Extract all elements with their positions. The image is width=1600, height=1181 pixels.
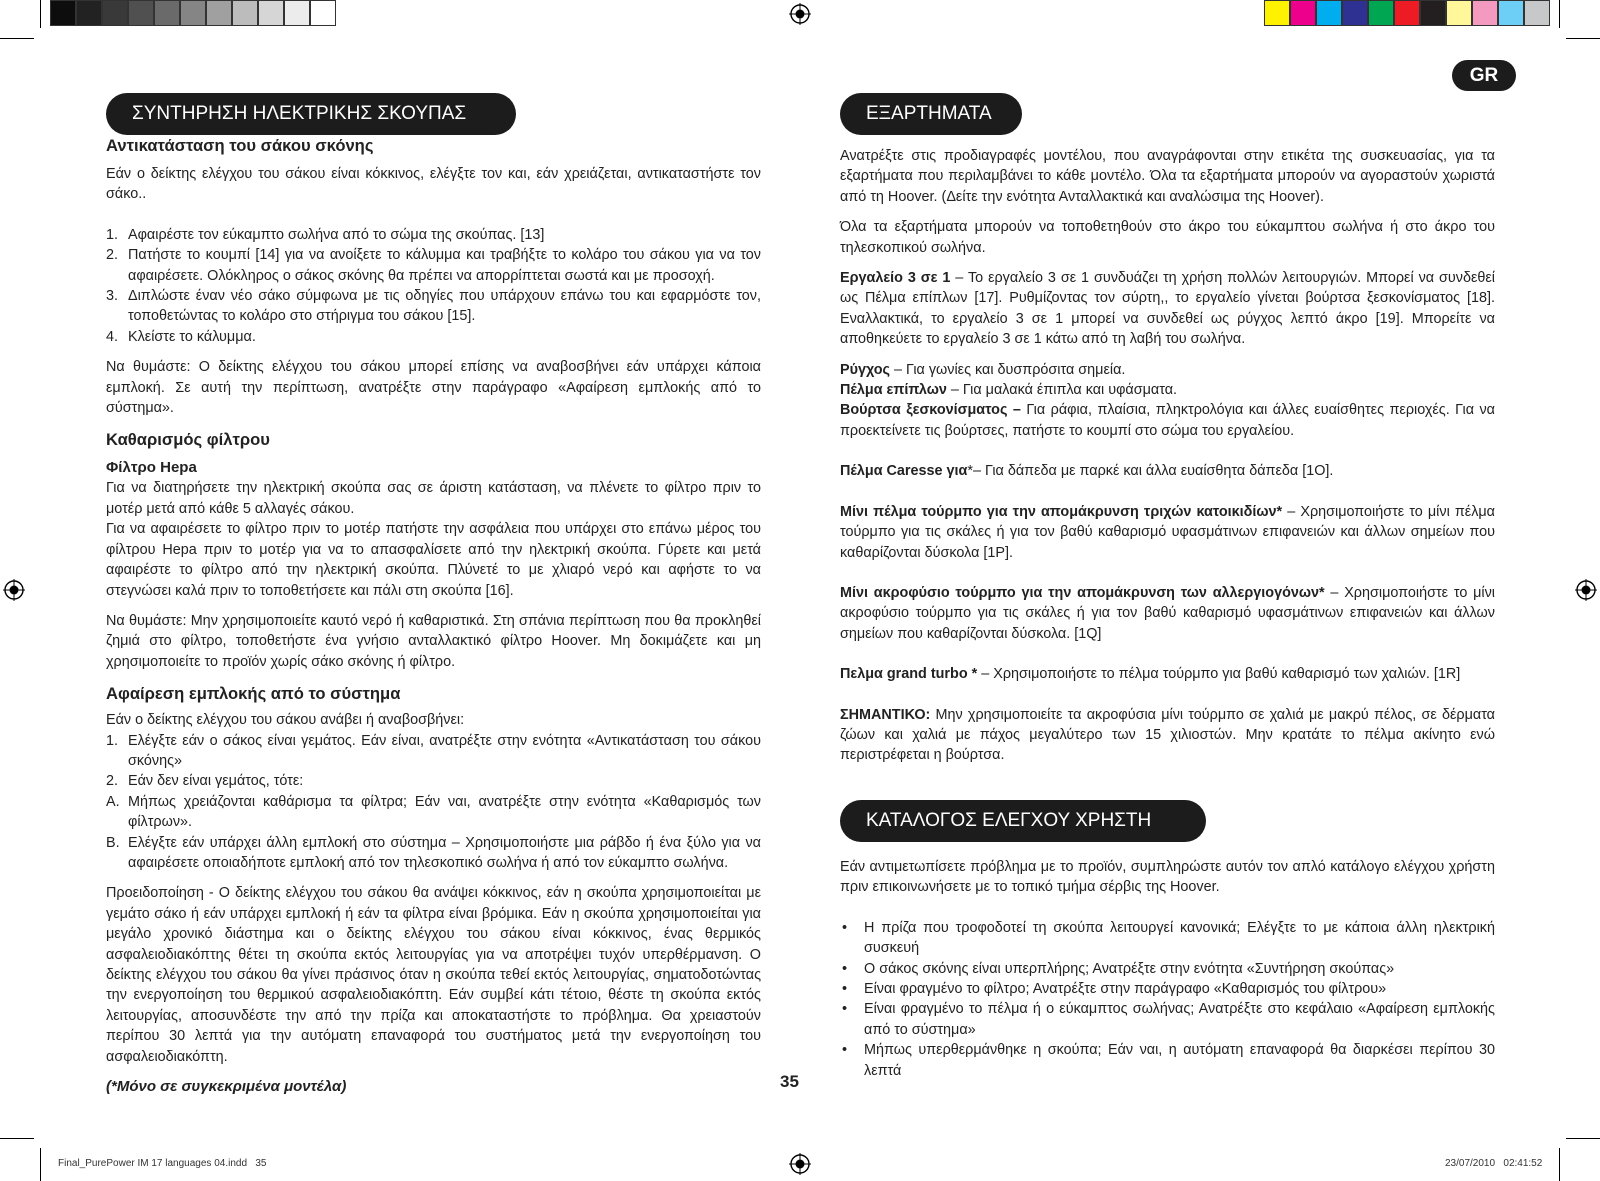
checklist-intro: Εάν αντιμετωπίσετε πρόβλημα με το προϊόν, συμπληρώστε αυτόν τον απλό κατάλογο ελέγχου χρήστη πριν επικοινωνήσετε με το τοπικό τμήμα σέρβις της Hoover. [840,859,1495,896]
grayscale-color-bar [50,0,336,27]
list-item: B. Ελέγξτε εάν υπάρχει άλλη εμπλοκή στο σύστημα – Χρησιμοποιήστε μια ράβδο ή ένα ξύλο για να αφαιρέσετε οποιαδήποτε εμπλοκή από τον τηλεσκοπικό σωλήνα ή από τον εύκαμπτο σωλήνα. [106,834,761,871]
registration-mark-icon [1575,579,1597,601]
list-item: 4. Κλείστε το κάλυμμα. [106,328,256,345]
list-item: • Μήπως υπερθερμάνθηκε η σκούπα; Εάν ναι, η αυτόματη επαναφορά θα διαρκέσει περίπου 30 λεπτά [840,1040,1495,1081]
allergy-turbo-paragraph: Μίνι ακροφύσιο τούρμπο για την απομάκρυνση των αλλεργιογόνων* – Χρησιμοποιήστε το μίνι ακροφύσιο τούρμπο για τις σκάλες ή για τον βαθύ καθαρισμό υφασμάτινων επιφανειών και άλλων σημείων που καθαρίζονται δύσκολα. [1Q] [840,584,1495,642]
left-column [106,134,761,1097]
pet-turbo-paragraph: Μίνι πέλμα τούρμπο για την απομάκρυνση τριχών κατοικιδίων* – Χρησιμοποιήστε το μίνι πέλμα τούρμπο για τις σκάλες ή για τον βαθύ καθαρισμό υφασμάτινων επιφανειών και άλλων σημείων που καθαρίζονται δύσκολα [1P]. [840,503,1495,561]
crop-mark [40,1148,41,1181]
bag-steps-list [106,225,761,347]
filter-heading: Καθαρισμός φίλτρου [106,430,270,450]
accessories-section-title: ΕΞΑΡΤΗΜΑΤΑ [840,93,1022,135]
hepa-subheading: Φίλτρο Hepa [106,459,197,477]
process-color-bar [1264,0,1550,27]
list-item: 1. Αφαιρέστε τον εύκαμπτο σωλήνα από το σώμα της σκούπας. [13] [106,226,545,243]
list-item: 1. Ελέγξτε εάν ο σάκος είναι γεμάτος. Εάν είναι, ανατρέξτε στην ενότητα «Αντικατάσταση του σάκου σκόνης» [106,732,761,769]
crop-mark [0,1138,34,1139]
crop-mark [0,38,34,39]
blockage-steps-list [106,731,761,792]
checklist-column [840,857,1495,1081]
list-item: 2. Εάν δεν είναι γεμάτος, τότε: [106,773,304,790]
page-number: 35 [780,1072,799,1091]
important-paragraph: ΣΗΜΑΝΤΙΚΟ: Μην χρησιμοποιείτε τα ακροφύσια μίνι τούρμπο σε χαλιά με μακρύ πέλος, σε δέρματα ζώων και χαλιά με πάχος μεγαλύτερο των 15 χιλιοστών. Μην κρατάτε το πέλμα ακίνητο ενώ περιστρέφεται η βούρτσα. [840,706,1495,764]
filter-paragraph: Για να διατηρήσετε την ηλεκτρική σκούπα σας σε άριστη κατάσταση, να πλένετε το φίλτρο πριν το μοτέρ μετά από κάθε 5 αλλαγές σάκου. [106,480,761,517]
crop-mark [1559,1148,1560,1181]
accessories-paragraph: Όλα τα εξαρτήματα μπορούν να τοποθετηθούν στο άκρο του εύκαμπτου σωλήνα ή στο άκρο του τηλεσκοπικού σωλήνα. [840,219,1495,256]
list-item: • Ο σάκος σκόνης είναι υπερπλήρης; Ανατρέξτε στην ενότητα «Συντήρηση σκούπας» [840,959,1495,979]
right-column [840,146,1495,766]
blockage-intro: Εάν ο δείκτης ελέγχου του σάκου ανάβει ή αναβοσβήνει: [106,712,465,729]
upholstery-tool-paragraph: Πέλμα επίπλων – Για μαλακά έπιπλα και υφάσματα. [840,382,1178,399]
list-item: 3. Διπλώστε έναν νέο σάκο σύμφωνα με τις οδηγίες που υπάρχουν επάνω του και εφαρμόστε τον, τοποθετώντας το κολάρο στο στήριγμα του σάκου [15]. [106,288,761,325]
crop-mark [1566,1138,1600,1139]
blockage-heading: Αφαίρεση εμπλοκής από το σύστημα [106,684,401,704]
models-footnote: (*Μόνο σε συγκεκριμένα μοντέλα) [106,1078,347,1096]
crop-mark [40,0,41,28]
filter-note: Να θυμάστε: Μην χρησιμοποιείτε καυτό νερό ή καθαριστικά. Στη σπάνια περίπτωση που θα προκληθεί ζημιά στο φίλτρο, τοποθετήστε ένα γνήσιο ανταλλακτικό φίλτρο Hoover. Μη δοκιμάζετε και μη χρησιμοποιείτε το προϊόν χωρίς σάκο σκόνης ή φίλτρο. [106,612,761,670]
caresse-paragraph: Πέλμα Caresse για*– Για δάπεδα με παρκέ και άλλα ευαίσθητα δάπεδα [1O]. [840,463,1334,480]
accessories-paragraph: Ανατρέξτε στις προδιαγραφές μοντέλου, που αναγράφονται στην ετικέτα της συσκευασίας, για τα εξαρτήματα που περιλαμβάνει το κάθε μοντέλο. Όλα τα εξαρτήματα μπορούν να αγοραστούν χωριστά από τη Hoover. (Δείτε την ενότητα Ανταλλακτικά και αναλώσιμα της Hoover). [840,148,1495,205]
list-item: 2. Πατήστε το κουμπί [14] για να ανοίξετε το κάλυμμα και τραβήξτε το κολάρο του σάκου για να τον αφαιρέσετε. Ολόκληρος ο σάκος σκόνης θα πρέπει να απορρίπτεται σωστά και με προσοχή. [106,247,761,284]
language-badge: GR [1452,60,1516,91]
maintenance-section-title: ΣΥΝΤΗΡΗΣΗ ΗΛΕΚΤΡΙΚΗΣ ΣΚΟΥΠΑΣ [106,93,516,135]
list-item: A. Μήπως χρειάζονται καθάρισμα τα φίλτρα; Εάν ναι, ανατρέξτε στην ενότητα «Καθαρισμός των φίλτρων». [106,793,761,831]
grand-turbo-paragraph: Πελμα grand turbo * – Χρησιμοποιήστε το πέλμα τούρμπο για βαθύ καθαρισμό των χαλιών. [1R] [840,666,1461,683]
list-item: • Είναι φραγμένο το φίλτρο; Ανατρέξτε στην παράγραφο «Καθαρισμός του φίλτρου» [840,979,1495,999]
checklist-section-title: ΚΑΤΑΛΟΓΟΣ ΕΛΕΓΧΟΥ ΧΡΗΣΤΗ [840,800,1206,842]
crop-mark [1566,38,1600,39]
blockage-substeps-list [106,792,761,874]
tool-3in1-paragraph: Εργαλείο 3 σε 1 – Το εργαλείο 3 σε 1 συνδυάζει τη χρήση πολλών λειτουργιών. Μπορεί να συνδεθεί ως Πέλμα επίπλων [17]. Ρυθμίζοντας τον σύρτη,, το εργαλείο γίνεται βούρτσα ξεσκονίσματος [18]. Εναλλακτικά, το εργαλείο 3 σε 1 μπορεί να συνδεθεί ως ρύγχος λεπτό άκρο [19]. Μπορείτε να αποθηκεύετε το εργαλείο 3 σε 1 κάτω από τη λαβή του σωλήνα. [840,270,1495,348]
list-item: • Είναι φραγμένο το πέλμα ή ο εύκαμπτος σωλήνας; Ανατρέξτε στο κεφάλαιο «Αφαίρεση εμπλοκής από το σύστημα» [840,999,1495,1040]
registration-mark-icon [789,1153,811,1175]
bag-note: Να θυμάστε: Ο δείκτης ελέγχου του σάκου μπορεί επίσης να αναβοσβήνει εάν υπάρχει κάποια εμπλοκή. Σε αυτή την περίπτωση, ανατρέξτε στην παράγραφο «Αφαίρεση εμπλοκής από το σύστημα». [106,359,761,417]
crop-mark [1559,0,1560,28]
dusting-brush-paragraph: Βούρτσα ξεσκονίσματος – Για ράφια, πλαίσια, πληκτρολόγια και άλλες ευαίσθητες περιοχές. Για να προεκτείνετε τις βούρτσες, πατήστε το κουμπί στο σώμα του εργαλείου. [840,402,1495,439]
overheat-warning: Προειδοποίηση - Ο δείκτης ελέγχου του σάκου θα ανάψει κόκκινος, εάν η σκούπα χρησιμοποιείται με γεμάτο σάκο ή εάν υπάρχει εμπλοκή ή εάν τα φίλτρα είναι βρόμικα. Εάν η σκούπα χρησιμοποιείται για μεγάλο χρονικό διάστημα και ο δείκτης ελέγχου του σάκου είναι κόκκινος, ένας θερμικός ασφαλειοδιακόπτης θέτει τη σκούπα εκτός λειτουργίας για να αποτρέψει τυχόν υπερθέρμανση. Ο δείκτης ελέγχου του σάκου θα γίνει πράσινος όταν η σκούπα τεθεί εκτός λειτουργίας, σηματοδοτώντας την ενεργοποίηση του θερμικού ασφαλειοδιακόπτη. Εάν συμβεί κάτι τέτοιο, θέστε τη σκούπα εκτός λειτουργίας, αποσυνδέστε την από την πρίζα και αποκαταστήστε το πρόβλημα. Θα χρειαστούν περίπου 30 λεπτά για την αυτόματη επαναφορά του συστήματος μετά την ενεργοποίηση του ασφαλειοδιακόπτη. [106,885,761,1065]
crevice-tool-paragraph: Ρύγχος – Για γωνίες και δυσπρόσιτα σημεία. [840,361,1126,378]
bag-heading: Αντικατάσταση του σάκου σκόνης [106,136,374,155]
filter-paragraph: Για να αφαιρέσετε το φίλτρο πριν το μοτέρ πατήστε την ασφάλεια που υπάρχει στο επάνω μέρος του φίλτρου Hepa πριν το μοτέρ για να το απασφαλίσετε από την ηλεκτρική σκούπα. Γύρετε και μετά αφαιρέστε το φίλτρο από την ηλεκτρική σκούπα. Πλύνετέ το με χλιαρό νερό και αφήστε το να στεγνώσει καλά πριν το τοποθετήσετε και πάλι στη σκούπα [16]. [106,521,761,599]
registration-mark-icon [3,579,25,601]
checklist-list [840,918,1495,1081]
registration-mark-icon [789,3,811,25]
bag-intro: Εάν ο δείκτης ελέγχου του σάκου είναι κόκκινος, ελέγξτε τον και, εάν χρειάζεται, αντικαταστήστε τον σάκο.. [106,166,761,203]
list-item: • Η πρίζα που τροφοδοτεί τη σκούπα λειτουργεί κανονικά; Ελέγξτε το με κάποια άλλη ηλεκτρική συσκευή [840,918,1495,959]
footer-filename: Final_PurePower IM 17 languages 04.indd 35 [58,1158,267,1169]
footer-timestamp: 23/07/2010 02:41:52 [1445,1158,1543,1169]
